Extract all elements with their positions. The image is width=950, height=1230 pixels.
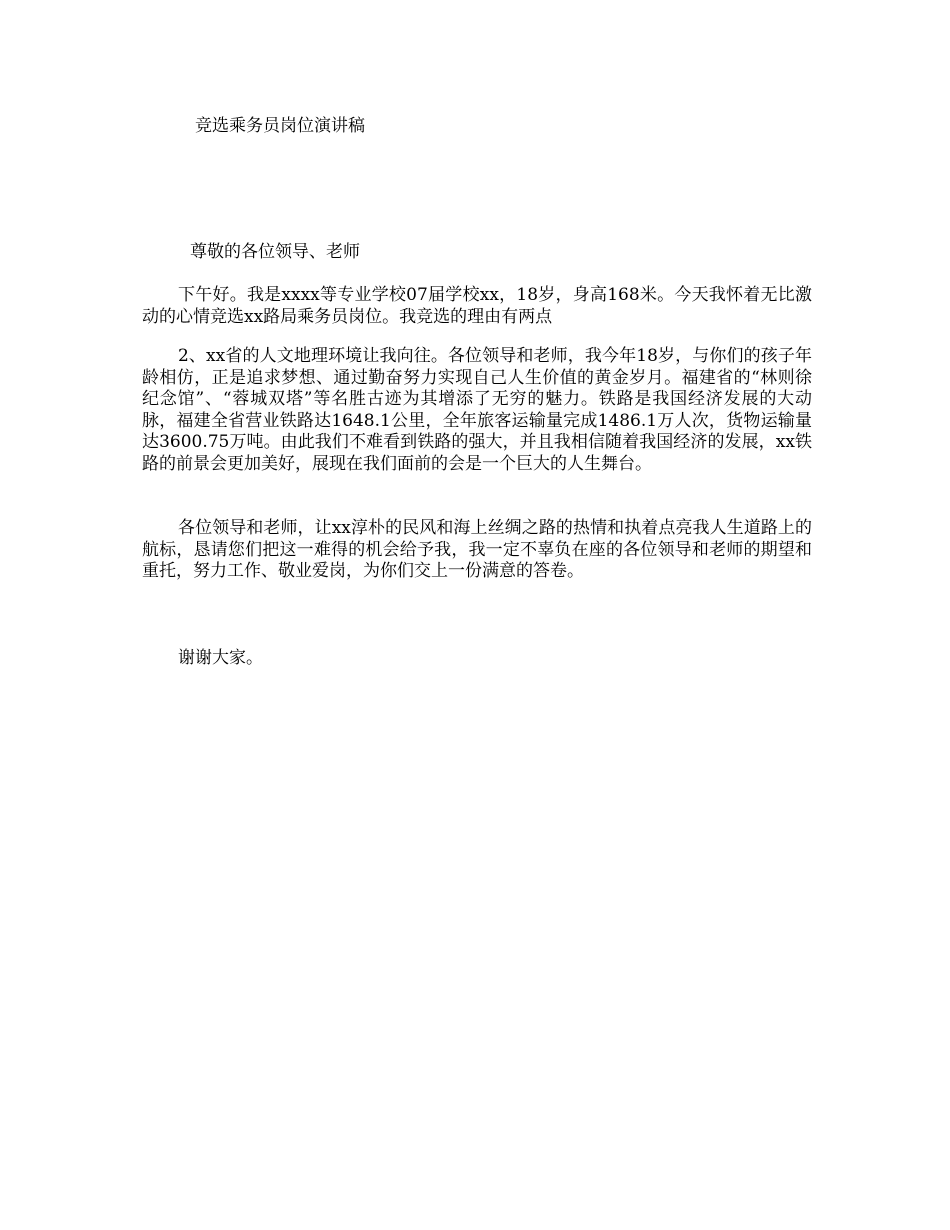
paragraph-appeal: 各位领导和老师，让xx淳朴的民风和海上丝绸之路的热情和执着点亮我人生道路上的航标，恳请您们把这一难得的机会给予我，我一定不辜负在座的各位领导和老师的期望和重托，努力工作、敬业爱岗，为你们交上一份满意的答卷。	[142, 518, 812, 581]
closing-thanks: 谢谢大家。	[178, 648, 263, 668]
paragraph-reason: 2、xx省的人文地理环境让我向往。各位领导和老师，我今年18岁，与你们的孩子年龄相仿，正是追求梦想、通过勤奋努力实现自己人生价值的黄金岁月。福建省的“林则徐纪念馆”、“蓉城双塔”等名胜古迹为其增添了无穷的魅力。铁路是我国经济发展的大动脉，福建全省营业铁路达1648.1公里，全年旅客运输量完成1486.1万人次，货物运输量达3600.75万吨。由此我们不难看到铁路的强大，并且我相信随着我国经济的发展，xx铁路的前景会更加美好，展现在我们面前的会是一个巨大的人生舞台。	[142, 346, 812, 474]
paragraph-intro: 下午好。我是xxxx等专业学校07届学校xx，18岁，身高168米。今天我怀着无比激动的心情竞选xx路局乘务员岗位。我竞选的理由有两点	[142, 285, 812, 327]
salutation: 尊敬的各位领导、老师	[190, 242, 360, 262]
document-title: 竞选乘务员岗位演讲稿	[195, 116, 365, 136]
